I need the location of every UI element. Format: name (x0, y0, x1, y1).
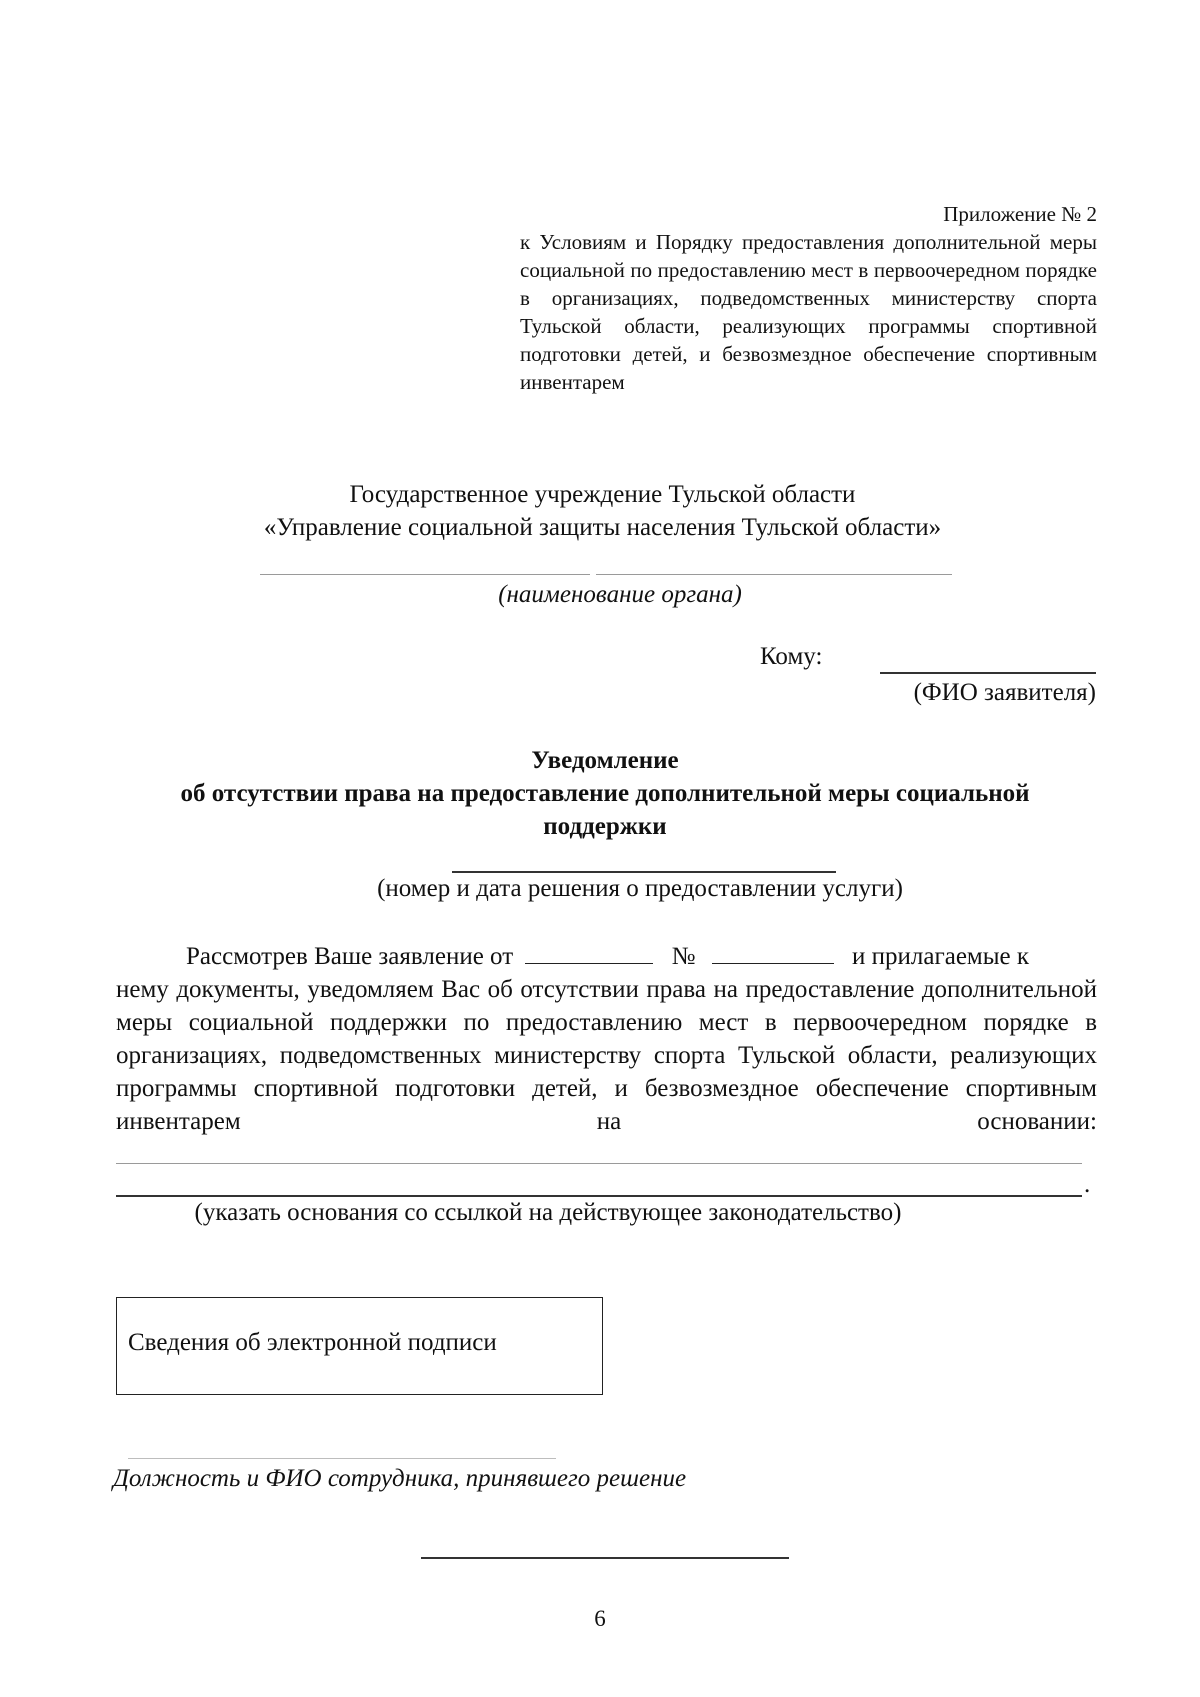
official-caption: Должность и ФИО сотрудника, принявшего решение (113, 1465, 687, 1492)
body-text-part-1: Рассмотрев Ваше заявление от (186, 943, 514, 970)
body-first-line (116, 940, 1097, 973)
recipient-label: Кому: (760, 643, 823, 670)
application-number-blank[interactable] (712, 941, 834, 964)
basis-caption: (указать основания со ссылкой на действующее законодательство) (194, 1199, 902, 1226)
recipient-caption: (ФИО заявителя) (913, 679, 1096, 706)
page-number: 6 (594, 1606, 606, 1631)
organization-line-2: «Управление социальной защиты населения Тульской области» (263, 514, 942, 541)
organization-underline-right (596, 574, 952, 575)
organization-name (120, 478, 1085, 544)
notice-title (115, 744, 1095, 843)
recipient-name-line[interactable] (880, 672, 1096, 674)
basis-line-1[interactable] (116, 1163, 1082, 1164)
notice-title-line-1: Уведомление (531, 747, 679, 774)
body-text: нему документы, уведомляем Вас об отсутствии права на предоставление дополнительной меры социальной поддержки по предоставлению мест в первоочередном порядке в организациях, подведомственных министерству спорта Тульской области, реализующих программы спортивной подготовки детей, и безвозмездное обеспечение спортивным инвентарем на основании: (116, 976, 1097, 1135)
number-sign: № (671, 943, 696, 970)
notice-title-line-2: об отсутствии права на предоставление дополнительной меры социальной (180, 780, 1030, 807)
organization-underline-left (260, 574, 590, 575)
notice-title-line-3: поддержки (543, 813, 667, 840)
electronic-signature-label: Сведения об электронной подписи (128, 1329, 497, 1356)
organization-line-1: Государственное учреждение Тульской области (349, 481, 856, 508)
official-line[interactable] (128, 1458, 556, 1459)
basis-line-period: . (1084, 1171, 1091, 1198)
appendix-number: Приложение № 2 (943, 202, 1097, 226)
decision-caption: (номер и дата решения о предоставлении услуги) (377, 875, 903, 902)
basis-line-2[interactable] (116, 1195, 1082, 1197)
decision-number-line[interactable] (452, 871, 836, 873)
application-date-blank[interactable] (525, 941, 653, 964)
body-text-part-2: и прилагаемые к (852, 943, 1030, 970)
organization-caption: (наименование органа) (498, 581, 742, 608)
separator-line (421, 1557, 789, 1559)
appendix-text: к Условиям и Порядку предоставления дополнительной меры социальной по предоставлению мест в первоочередном порядке в организациях, подведомственных министерству спорта Тульской области, реализующих программы спортивной подготовки детей, и безвозмездное обеспечение спортивным инвентарем (520, 230, 1097, 394)
